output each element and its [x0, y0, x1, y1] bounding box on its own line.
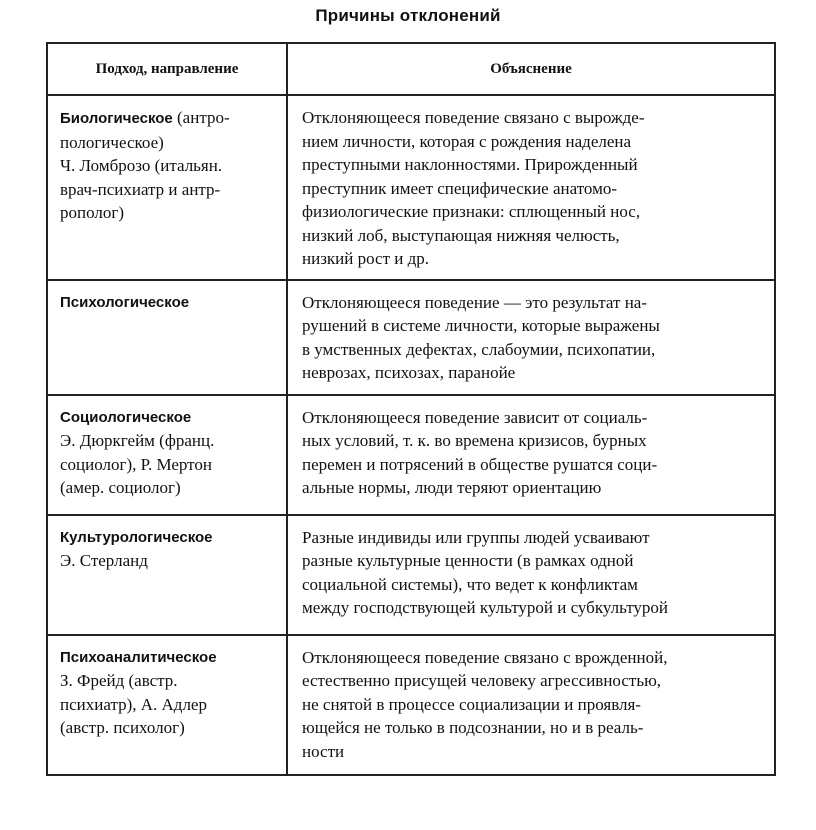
approach-note: (антро-	[172, 108, 230, 127]
approach-line: (австр. психолог)	[60, 718, 185, 737]
approach-name: Социологическое	[60, 408, 192, 426]
page-title: Причины отклонений	[315, 6, 501, 25]
explanation-line: нием личности, которая с рождения наделена	[302, 131, 632, 151]
explanation-cell	[287, 95, 775, 280]
explanation-line: физиологические признаки: сплющенный нос,	[302, 202, 641, 221]
table-row	[47, 280, 775, 395]
explanation-line: Отклоняющееся поведение связано с врожденной,	[302, 647, 668, 667]
deviation-causes-table	[46, 42, 776, 776]
explanation-line: социальной системы), что ведет к конфликтам	[302, 574, 638, 594]
explanation-line: низкий рост и др.	[302, 249, 430, 268]
approach-cell	[47, 280, 287, 395]
approach-line: (амер. социолог)	[60, 478, 181, 497]
explanation-line: естественно присущей человеку агрессивностью,	[302, 671, 662, 690]
explanation-line: Разные индивиды или группы людей усваивают	[302, 527, 650, 547]
approach-name: Биологическое	[60, 110, 173, 127]
approach-cell	[47, 395, 287, 515]
approach-line: З. Фрейд (австр.	[60, 671, 178, 690]
explanation-line: между господствующей культурой и субкультурой	[302, 598, 668, 617]
explanation-line: в умственных дефектах, слабоумии, психопатии,	[302, 339, 656, 359]
approach-name: Психологическое	[60, 293, 190, 311]
explanation-line: Отклоняющееся поведение связано с вырожде-	[302, 108, 645, 127]
approach-cell	[47, 95, 287, 280]
explanation-line: преступник имеет специфические анатомо-	[302, 178, 618, 198]
approach-line: Э. Стерланд	[60, 551, 148, 570]
explanation-line: разные культурные ценности (в рамках одной	[302, 551, 634, 570]
table-row	[47, 635, 775, 775]
approach-name: Психоаналитическое	[60, 648, 217, 666]
table-header-row	[47, 43, 775, 95]
table-row	[47, 515, 775, 635]
explanation-line: низкий лоб, выступающая нижняя челюсть,	[302, 225, 620, 245]
approach-line: психиатр), А. Адлер	[60, 694, 207, 714]
explanation-cell	[287, 635, 775, 775]
approach-cell	[47, 515, 287, 635]
explanation-cell	[287, 395, 775, 515]
explanation-line: неврозах, психозах, паранойе	[302, 363, 516, 382]
approach-name: Культурологическое	[60, 528, 213, 546]
explanation-line: ных условий, т. к. во времена кризисов, бурных	[302, 431, 647, 450]
table-row	[47, 395, 775, 515]
explanation-line: перемен и потрясений в обществе рушатся соци-	[302, 454, 658, 474]
approach-line: врач-психиатр и антр-	[60, 179, 221, 199]
explanation-cell	[287, 515, 775, 635]
explanation-line: альные нормы, люди теряют ориентацию	[302, 478, 602, 497]
header-explanation: Объяснение	[287, 43, 775, 95]
explanation-line: ности	[302, 741, 345, 761]
approach-line: Ч. Ломброзо (итальян.	[60, 156, 223, 175]
table-row	[47, 95, 775, 280]
explanation-cell	[287, 280, 775, 395]
approach-line: рополог)	[60, 203, 124, 222]
explanation-line: ющейся не только в подсознании, но и в реаль-	[302, 718, 644, 737]
explanation-line: не снятой в процессе социализации и проявля-	[302, 694, 641, 714]
header-approach: Подход, направление	[47, 43, 287, 95]
explanation-line: преступными наклонностями. Прирожденный	[302, 155, 638, 174]
approach-line: пологическое)	[60, 132, 164, 152]
explanation-line: Отклоняющееся поведение зависит от социаль-	[302, 407, 648, 427]
approach-line: социолог), Р. Мертон	[60, 454, 212, 474]
explanation-line: Отклоняющееся поведение — это результат на-	[302, 292, 647, 312]
approach-cell	[47, 635, 287, 775]
approach-line: Э. Дюркгейм (франц.	[60, 431, 215, 450]
explanation-line: рушений в системе личности, которые выражены	[302, 316, 660, 335]
